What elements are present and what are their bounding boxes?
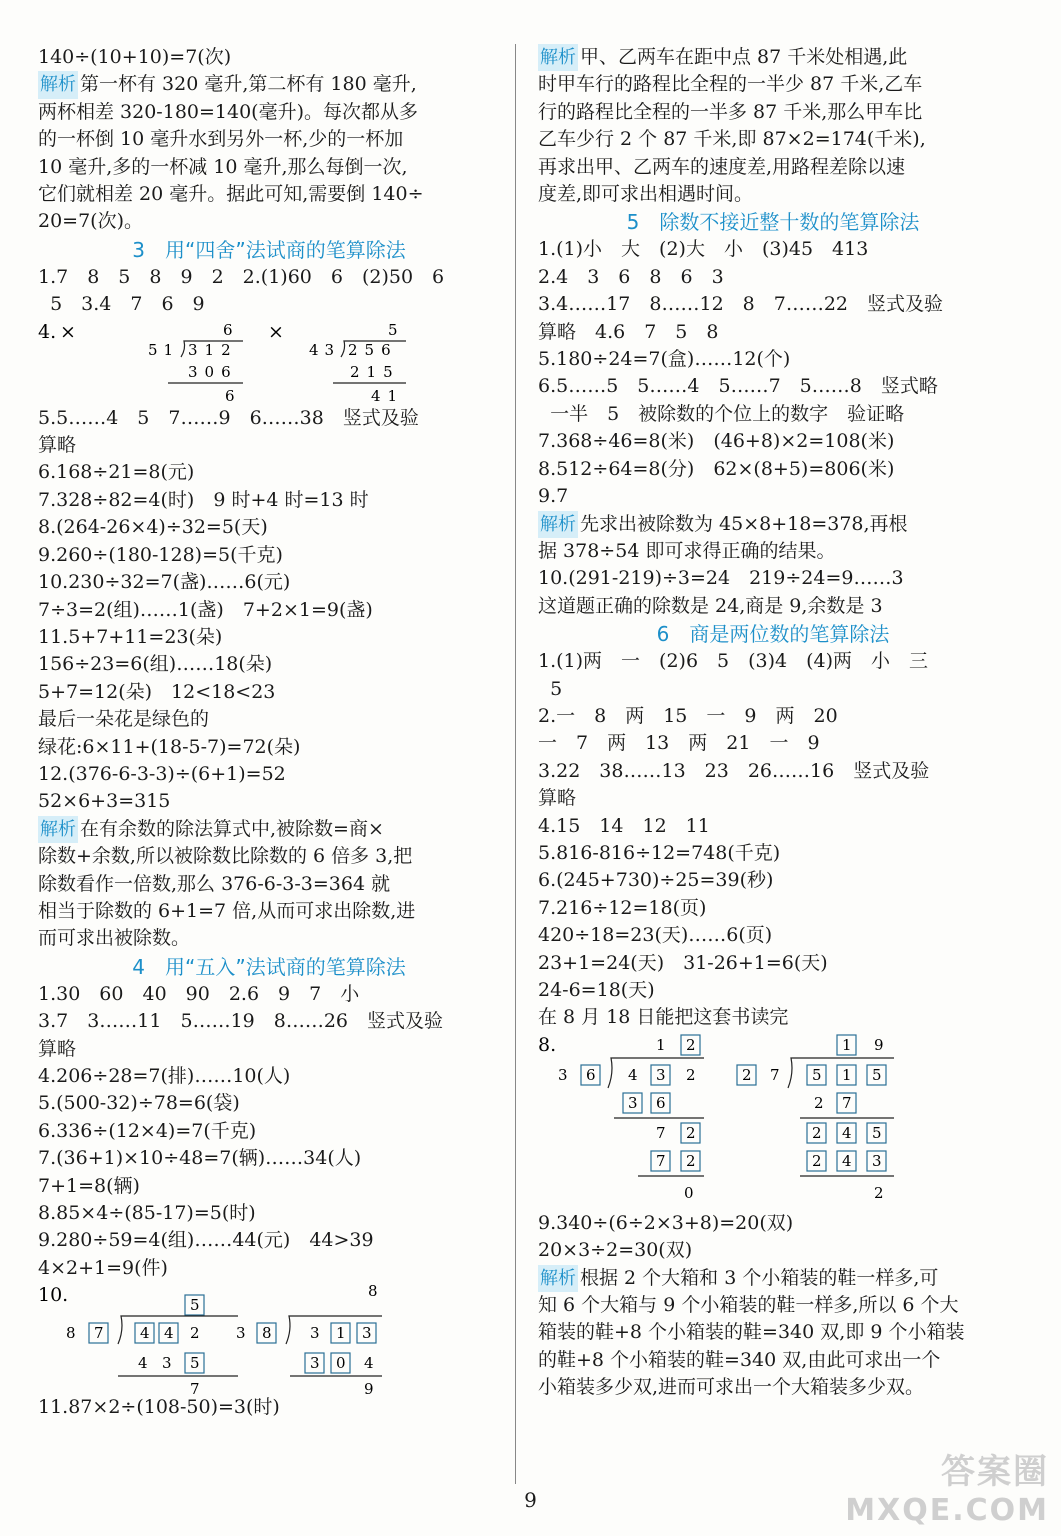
dividend-box: 4 bbox=[164, 1324, 174, 1343]
analysis-line bbox=[38, 71, 500, 98]
answer-line: 23+1=24(天) 31-26+1=6(天) bbox=[538, 951, 828, 974]
dividend-box: 3 bbox=[656, 1065, 666, 1084]
answer-line: 5.(500-32)÷78=6(袋) bbox=[38, 1092, 240, 1115]
analysis-label: 解析 bbox=[538, 511, 578, 538]
quotient-digit: 1 bbox=[656, 1035, 666, 1054]
answer-line: 2.4 3 6 8 6 3 bbox=[538, 265, 724, 288]
answer-line: 10 毫升,多的一杯减 10 毫升,那么每倒一次, bbox=[38, 155, 408, 178]
dividend: 256 bbox=[348, 340, 398, 359]
remainder: 41 bbox=[371, 386, 405, 405]
product-box: 0 bbox=[336, 1354, 346, 1373]
analysis-text: 根据 2 个大箱和 3 个小箱装的鞋一样多,可 bbox=[580, 1266, 939, 1289]
section-heading: 4 用“五入”法试商的笔算除法 bbox=[132, 954, 406, 979]
remainder-digit: 9 bbox=[364, 1380, 374, 1395]
answer-line: 箱装的鞋+8 个小箱装的鞋=340 双,即 9 个小箱装 bbox=[538, 1321, 965, 1344]
answer-line: 24-6=18(天) bbox=[538, 979, 655, 1001]
dividend-digit: 4 bbox=[628, 1065, 638, 1084]
answer-line: 3.4……17 8……12 8 7……22 竖式及验 bbox=[538, 293, 944, 316]
watermark-top: 答案圈 bbox=[941, 1452, 1049, 1492]
answer-line: 算略 4.6 7 5 8 bbox=[538, 320, 719, 343]
column-divider bbox=[515, 44, 516, 1484]
answer-line: 1.(1)小 大 (2)大 小 (3)45 413 bbox=[538, 238, 869, 261]
answer-line: 9.280÷59=4(组)……44(元) 44>39 bbox=[38, 1229, 374, 1252]
answer-line: 再求出甲、乙两车的速度差,用路程差除以速 bbox=[538, 155, 906, 178]
answer-line: 小箱装多少双,进而可求出一个大箱装多少双。 bbox=[538, 1376, 925, 1399]
divisor-box: 7 bbox=[94, 1324, 104, 1343]
answer-line: 7.328÷82=4(时) 9 时+4 时=13 时 bbox=[38, 488, 369, 511]
product-box: 3 bbox=[872, 1151, 882, 1170]
answer-line: 11.87×2÷(108-50)=3(时) bbox=[38, 1396, 280, 1419]
dividend-box: 5 bbox=[872, 1065, 882, 1084]
answer-line: 度差,即可求出相遇时间。 bbox=[538, 183, 754, 206]
division-figure-10 bbox=[38, 1282, 500, 1394]
product: 306 bbox=[188, 362, 238, 381]
answer-line: 52×6+3=315 bbox=[38, 790, 171, 813]
answer-line: 而可求出被除数。 bbox=[38, 927, 191, 950]
divisor-digit: 3 bbox=[236, 1324, 246, 1343]
partial-box: 2 bbox=[686, 1123, 696, 1142]
answer-line: 的鞋+8 个小箱装的鞋=340 双,由此可求出一个 bbox=[538, 1348, 941, 1371]
product-box: 2 bbox=[812, 1151, 822, 1170]
answer-line: 1.(1)两 一 (2)6 5 (3)4 (4)两 小 三 bbox=[538, 650, 929, 673]
watermark-bottom: MXQE.COM bbox=[845, 1493, 1049, 1528]
answer-line: 140÷(10+10)=7(次) bbox=[38, 46, 232, 68]
answer-line: 除数+余数,所以被除数比除数的 6 倍多 3,把 bbox=[38, 845, 413, 868]
answer-line: 4.206÷28=7(排)……10(人) bbox=[38, 1065, 291, 1087]
answer-line: 20=7(次)。 bbox=[38, 210, 144, 233]
division-svg bbox=[38, 319, 500, 405]
answer-line: 5 bbox=[538, 677, 563, 700]
mark-wrong: × bbox=[60, 320, 76, 343]
answer-line: 8.85×4÷(85-17)=5(时) bbox=[38, 1202, 256, 1225]
section-heading: 3 用“四舍”法试商的笔算除法 bbox=[132, 237, 406, 262]
analysis-label: 解析 bbox=[538, 1265, 578, 1292]
dividend-digit: 3 bbox=[310, 1324, 320, 1343]
answer-line: 7.368÷46=8(米) (46+8)×2=108(米) bbox=[538, 430, 895, 453]
dividend-digit: 2 bbox=[686, 1065, 696, 1084]
answer-line: 算略 bbox=[38, 1037, 77, 1060]
product-digit: 2 bbox=[814, 1093, 824, 1112]
quotient-box: 2 bbox=[686, 1035, 696, 1054]
answer-line: 算略 bbox=[538, 787, 577, 810]
division-svg bbox=[38, 1282, 500, 1394]
answer-line: 6.336÷(12×4)=7(千克) bbox=[38, 1119, 257, 1142]
page-number: 9 bbox=[524, 1488, 537, 1512]
analysis-label: 解析 bbox=[538, 44, 578, 71]
answer-line: 8.512÷64=8(分) 62×(8+5)=806(米) bbox=[538, 457, 895, 480]
product-box: 7 bbox=[656, 1151, 666, 1170]
answer-line: 6.(245+730)÷25=39(秒) bbox=[538, 869, 774, 892]
answer-line: 5.5……4 5 7……9 6……38 竖式及验 bbox=[38, 406, 419, 429]
division-figure-8 bbox=[538, 1032, 1008, 1210]
answer-line: 5.816-816÷12=748(千克) bbox=[538, 841, 781, 864]
partial-digit: 7 bbox=[656, 1123, 666, 1142]
item-label: 8. bbox=[538, 1033, 557, 1056]
product-box: 3 bbox=[310, 1354, 320, 1373]
answer-line: 4.15 14 12 11 bbox=[538, 814, 710, 837]
product-digit: 3 bbox=[162, 1354, 172, 1373]
divisor: 51 bbox=[148, 340, 180, 359]
left-column bbox=[38, 44, 500, 1422]
partial-box: 2 bbox=[812, 1123, 822, 1142]
answer-line: 20×3÷2=30(双) bbox=[538, 1239, 693, 1262]
answer-line: 4×2+1=9(件) bbox=[38, 1256, 168, 1279]
dividend-box: 1 bbox=[336, 1324, 346, 1343]
answer-line: 7÷3=2(组)……1(盏) 7+2×1=9(盏) bbox=[38, 598, 373, 621]
divisor-digit: 8 bbox=[66, 1324, 76, 1343]
right-column bbox=[538, 44, 1008, 1402]
answer-line: 一半 5 被除数的个位上的数字 验证略 bbox=[538, 402, 905, 425]
answer-line: 10.(291-219)÷3=24 219÷24=9……3 bbox=[538, 567, 904, 590]
analysis-line bbox=[538, 44, 1008, 71]
item-label: 10. bbox=[38, 1284, 69, 1307]
analysis-text: 在有余数的除法算式中,被除数=商× bbox=[80, 817, 384, 840]
answer-line: 除数看作一倍数,那么 376-6-3-3=364 就 bbox=[38, 872, 391, 895]
answer-line: 算略 bbox=[38, 434, 77, 457]
answer-line: 时甲车行的路程比全程的一半少 87 千米,乙车 bbox=[538, 73, 923, 96]
quotient: 5 bbox=[388, 320, 398, 339]
remainder-digit: 0 bbox=[684, 1183, 694, 1202]
analysis-text: 先求出被除数为 45×8+18=378,再根 bbox=[580, 512, 908, 535]
remainder-digit: 7 bbox=[190, 1380, 200, 1395]
divisor-digit: 3 bbox=[558, 1065, 568, 1084]
mark-wrong: × bbox=[268, 320, 284, 343]
answer-line: 1.7 8 5 8 9 2 2.(1)60 6 (2)50 6 bbox=[38, 265, 445, 288]
product-box: 4 bbox=[842, 1151, 852, 1170]
answer-line: 7.(36+1)×10÷48=7(辆)……34(人) bbox=[38, 1147, 362, 1170]
remainder: 6 bbox=[225, 386, 235, 405]
answer-line: 7.216÷12=18(页) bbox=[538, 896, 707, 919]
watermark bbox=[845, 1444, 1049, 1528]
answer-line: 3.22 38……13 23 26……16 竖式及验 bbox=[538, 759, 930, 782]
answer-line: 相当于除数的 6+1=7 倍,从而可求出除数,进 bbox=[38, 899, 416, 922]
answer-line: 7+1=8(辆) bbox=[38, 1174, 140, 1197]
section-heading: 6 商是两位数的笔算除法 bbox=[656, 622, 890, 647]
partial-box: 5 bbox=[872, 1123, 882, 1142]
quotient-box: 5 bbox=[190, 1296, 200, 1315]
analysis-text: 第一杯有 320 毫升,第二杯有 180 毫升, bbox=[80, 73, 417, 96]
analysis-label: 解析 bbox=[38, 816, 78, 843]
answer-line: 420÷18=23(天)……6(页) bbox=[538, 924, 773, 947]
answer-line: 这道题正确的除数是 24,商是 9,余数是 3 bbox=[538, 594, 883, 617]
answer-line: 它们就相差 20 毫升。据此可知,需要倒 140÷ bbox=[38, 183, 424, 206]
answer-line: 8.(264-26×4)÷32=5(天) bbox=[38, 516, 268, 539]
section-heading: 5 除数不接近整十数的笔算除法 bbox=[626, 210, 920, 235]
product-digit: 4 bbox=[138, 1354, 148, 1373]
quotient-box: 1 bbox=[842, 1035, 852, 1054]
partial-box: 4 bbox=[842, 1123, 852, 1142]
dividend-box: 1 bbox=[842, 1065, 852, 1084]
answer-line: 9.7 bbox=[538, 485, 569, 508]
answer-line: 6.5……5 5……4 5……7 5……8 竖式略 bbox=[538, 375, 938, 398]
analysis-line bbox=[38, 816, 500, 843]
answer-line: 在 8 月 18 日能把这套书读完 bbox=[538, 1006, 789, 1029]
answer-line: 据 378÷54 即可求得正确的结果。 bbox=[538, 539, 836, 562]
divisor-box: 2 bbox=[742, 1065, 752, 1084]
answer-line: 10.230÷32=7(盏)……6(元) bbox=[38, 571, 291, 594]
dividend-box: 5 bbox=[812, 1065, 822, 1084]
answer-line: 12.(376-6-3-3)÷(6+1)=52 bbox=[38, 762, 286, 785]
answer-line: 3.7 3……11 5……19 8……26 竖式及验 bbox=[38, 1010, 444, 1033]
division-figure-4 bbox=[38, 319, 500, 405]
dividend-box: 4 bbox=[140, 1324, 150, 1343]
answer-line: 11.5+7+11=23(朵) bbox=[38, 625, 223, 648]
divisor-digit: 7 bbox=[770, 1065, 780, 1084]
answer-line: 9.340÷(6÷2×3+8)=20(双) bbox=[538, 1211, 794, 1234]
answer-line: 6.168÷21=8(元) bbox=[38, 461, 195, 484]
answer-line: 知 6 个大箱与 9 个小箱装的鞋一样多,所以 6 个大 bbox=[538, 1294, 959, 1317]
answer-line: 5+7=12(朵) 12<18<23 bbox=[38, 680, 276, 703]
analysis-text: 甲、乙两车在距中点 87 千米处相遇,此 bbox=[580, 46, 908, 68]
answer-line: 2.一 8 两 15 一 9 两 20 bbox=[538, 704, 838, 727]
analysis-line bbox=[538, 511, 1008, 538]
answer-line: 两杯相差 320-180=140(毫升)。每次都从多 bbox=[38, 100, 419, 123]
answer-line: 的一杯倒 10 毫升水到另外一杯,少的一杯加 bbox=[38, 128, 404, 151]
answer-line: 绿花:6×11+(18-5-7)=72(朵) bbox=[38, 735, 301, 758]
divisor-box: 6 bbox=[586, 1065, 596, 1084]
quotient: 6 bbox=[223, 320, 233, 339]
product-digit: 4 bbox=[364, 1354, 374, 1373]
product-box: 6 bbox=[656, 1093, 666, 1112]
dividend: 312 bbox=[188, 340, 238, 359]
dividend-box: 3 bbox=[362, 1324, 372, 1343]
dividend-digit: 2 bbox=[190, 1324, 200, 1343]
product-box: 5 bbox=[190, 1354, 200, 1373]
answer-line: 乙车少行 2 个 87 千米,即 87×2=174(千米), bbox=[538, 128, 926, 151]
answer-line: 9.260÷(180-128)=5(千克) bbox=[38, 543, 283, 566]
answer-line: 1.30 60 40 90 2.6 9 7 小 bbox=[38, 982, 360, 1005]
quotient-digit: 8 bbox=[368, 1282, 378, 1301]
product-box: 3 bbox=[628, 1093, 638, 1112]
division-svg bbox=[538, 1032, 1008, 1210]
divisor-box: 8 bbox=[262, 1324, 272, 1343]
item-label: 4. bbox=[38, 320, 57, 343]
answer-line: 156÷23=6(组)……18(朵) bbox=[38, 653, 273, 676]
quotient-digit: 9 bbox=[874, 1035, 884, 1054]
answer-line: 最后一朵花是绿色的 bbox=[38, 708, 210, 731]
product: 215 bbox=[350, 362, 400, 381]
analysis-label: 解析 bbox=[38, 71, 78, 98]
answer-line: 一 7 两 13 两 21 一 9 bbox=[538, 732, 820, 755]
answer-line: 行的路程比全程的一半多 87 千米,那么甲车比 bbox=[538, 100, 923, 123]
answer-line: 5 3.4 7 6 9 bbox=[38, 293, 205, 316]
product-box: 7 bbox=[842, 1093, 852, 1112]
product-box: 2 bbox=[686, 1151, 696, 1170]
divisor: 43 bbox=[309, 340, 341, 359]
analysis-line bbox=[538, 1265, 1008, 1292]
answer-line: 5.180÷24=7(盒)……12(个) bbox=[538, 348, 791, 371]
remainder-digit: 2 bbox=[874, 1183, 884, 1202]
